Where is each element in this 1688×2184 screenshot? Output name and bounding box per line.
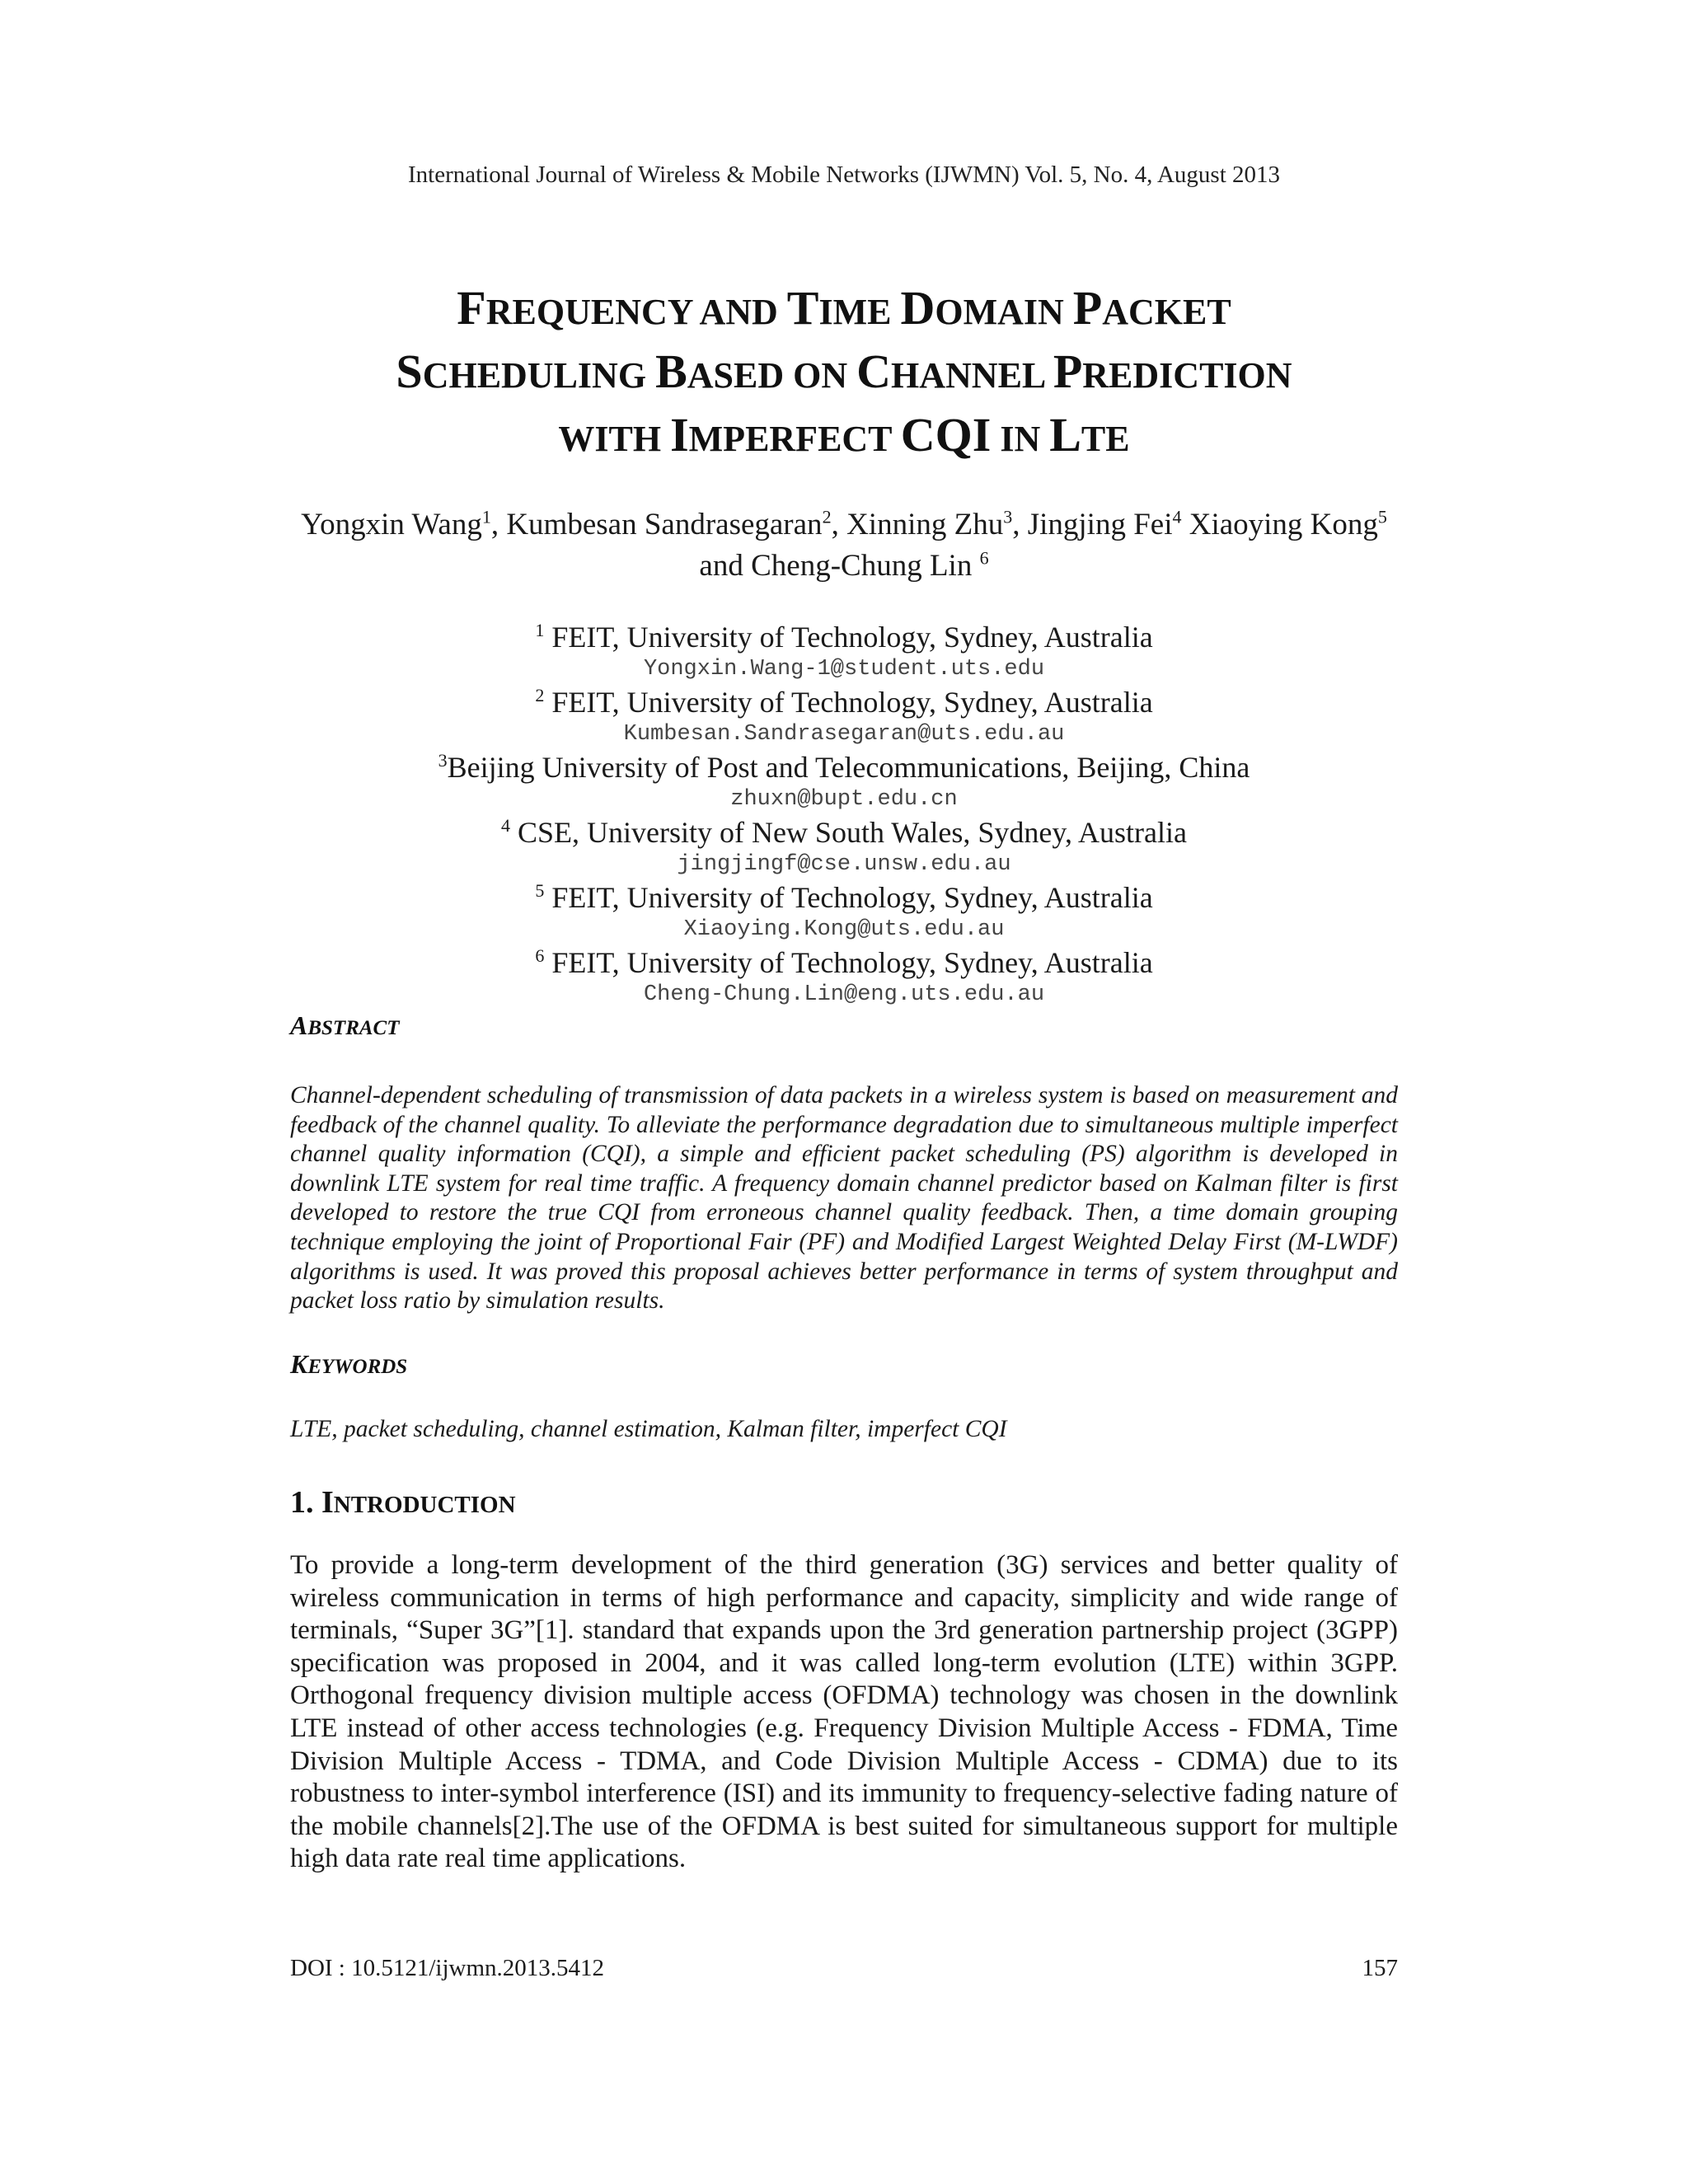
affiliation	[0, 685, 1688, 719]
affiliation-text: FEIT, University of Technology, Sydney, Australia	[544, 881, 1153, 914]
author-email: Xiaoying.Kong@uts.edu.au	[683, 917, 1005, 942]
author-name: , Kumbesan Sandrasegaran	[490, 508, 823, 541]
author-name: , Xinning Zhu	[831, 508, 1004, 541]
affiliation-marker: 3	[438, 750, 448, 771]
title-word: P	[1072, 281, 1103, 335]
affiliation	[0, 815, 1688, 850]
introduction-heading	[290, 1484, 516, 1521]
affiliation-marker: 2	[535, 685, 545, 705]
affiliation-marker: 5	[535, 880, 545, 901]
running-header: International Journal of Wireless & Mobile Networks (IJWMN) Vol. 5, No. 4, August 2013	[407, 162, 1281, 188]
heading-rest: NTRODUCTION	[333, 1492, 516, 1518]
author-affiliation-marker: 5	[1377, 506, 1387, 527]
affiliation	[0, 880, 1688, 915]
author-name: Xiaoying Kong	[1181, 508, 1378, 541]
heading-rest: BSTRACT	[307, 1017, 400, 1039]
title-word: OMAIN	[935, 292, 1073, 332]
title-word: F	[457, 281, 486, 335]
title-word: REDICTION	[1082, 355, 1292, 396]
author-affiliation-marker: 6	[979, 547, 989, 569]
introduction-text: To provide a long-term development of the third generation (3G) services and better quality of wireless communication in terms of high performance and capacity, simplicity and wide range of terminals, “Super 3G”[1]. standard that expands upon the 3rd generation partnership project (3GPP) specification was proposed in 2004, and it was called long-term evolution (LTE) within 3GPP. Orthogonal frequency division multiple access (OFDMA) technology was chosen in the downlink LTE instead of other access technologies (e.g. Frequency Division Multiple Access - FDMA, Time Division Multiple Access - TDMA, and Code Division Multiple Access - CDMA) due to its robustness to inter-symbol interference (ISI) and its immunity to frequency-selective fading nature of the mobile channels[2].The use of the OFDMA is best suited for simultaneous support for multiple high data rate real time applications.	[290, 1550, 1398, 1874]
affiliation-list	[0, 620, 1688, 1010]
title-word: CHEDULING	[422, 355, 656, 396]
keywords-text: LTE, packet scheduling, channel estimation, Kalman filter, imperfect CQI	[290, 1416, 1007, 1442]
title-word: I	[670, 408, 689, 462]
affiliation-marker: 1	[535, 620, 545, 640]
title-word: S	[396, 344, 423, 398]
author-affiliation-marker: 3	[1003, 506, 1013, 527]
heading-cap: A	[290, 1010, 308, 1040]
title-word: MPERFECT	[688, 419, 901, 459]
title-word: WITH	[558, 419, 671, 459]
author-name: Yongxin Wang	[301, 508, 482, 541]
author-affiliation-marker: 1	[481, 506, 491, 527]
author-email: jingjingf@cse.unsw.edu.au	[677, 852, 1011, 877]
title-word: P	[1053, 344, 1083, 398]
author-email: Yongxin.Wang-1@student.uts.edu	[643, 657, 1045, 682]
title-line-2	[206, 342, 1482, 405]
affiliation	[0, 620, 1688, 654]
affiliation	[0, 750, 1688, 785]
title-word: L	[1049, 408, 1081, 462]
author-name: , Jingjing Fei	[1012, 508, 1173, 541]
title-word: TE	[1081, 419, 1130, 459]
author-affiliation-marker: 2	[822, 506, 832, 527]
title-word: B	[655, 344, 687, 398]
title-word: HANNEL	[891, 355, 1053, 396]
title-line-3	[206, 405, 1482, 469]
title-word: ACKET	[1102, 292, 1231, 332]
affiliation-text: FEIT, University of Technology, Sydney, Australia	[544, 621, 1153, 654]
author-name: and Cheng-Chung Lin	[699, 549, 980, 583]
title-word: D	[900, 281, 935, 335]
affiliation-text: Beijing University of Post and Telecommunications, Beijing, China	[447, 751, 1250, 784]
title-word: T	[786, 281, 819, 335]
title-word: IME	[818, 292, 901, 332]
author-email: Cheng-Chung.Lin@eng.uts.edu.au	[643, 982, 1045, 1007]
title-word: CQI	[900, 408, 992, 462]
affiliation-text: CSE, University of New South Wales, Sydney, Australia	[509, 816, 1188, 849]
abstract-heading	[290, 1010, 400, 1041]
keywords-heading	[290, 1349, 407, 1380]
abstract-text: Channel-dependent scheduling of transmission of data packets in a wireless system is based on measurement and feedback of the channel quality. To alleviate the performance degradation due to simultaneous multiple imperfect channel quality information (CQI), a simple and efficient packet scheduling (PS) algorithm is developed in downlink LTE system for real time traffic. A frequency domain channel predictor based on Kalman filter is first developed to restore the true CQI from erroneous channel quality feedback. Then, a time domain grouping technique employing the joint of Proportional Fair (PF) and Modified Largest Weighted Delay First (M-LWDF) algorithms is used. It was proved this proposal achieves better performance in terms of system throughput and packet loss ratio by simulation results.	[290, 1082, 1398, 1315]
heading-cap: K	[290, 1349, 308, 1379]
page-number: 157	[1362, 1955, 1398, 1981]
affiliation-text: FEIT, University of Technology, Sydney, Australia	[544, 686, 1153, 719]
affiliation	[0, 945, 1688, 980]
paper-title	[206, 279, 1482, 469]
heading-cap: 1. I	[290, 1485, 334, 1520]
title-line-1	[206, 279, 1482, 342]
footer-doi: DOI : 10.5121/ijwmn.2013.5412	[290, 1955, 605, 1981]
title-word: IN	[991, 419, 1050, 459]
author-list	[284, 504, 1404, 587]
heading-rest: EYWORDS	[307, 1356, 408, 1378]
affiliation-marker: 6	[535, 945, 545, 966]
affiliation-marker: 4	[500, 815, 510, 836]
affiliation-text: FEIT, University of Technology, Sydney, Australia	[544, 946, 1153, 979]
author-email: zhuxn@bupt.edu.cn	[730, 787, 958, 812]
title-word: REQUENCY AND	[485, 292, 787, 332]
title-word: ASED ON	[687, 355, 857, 396]
author-email: Kumbesan.Sandrasegaran@uts.edu.au	[623, 722, 1065, 747]
title-word: C	[856, 344, 892, 398]
author-affiliation-marker: 4	[1172, 506, 1182, 527]
